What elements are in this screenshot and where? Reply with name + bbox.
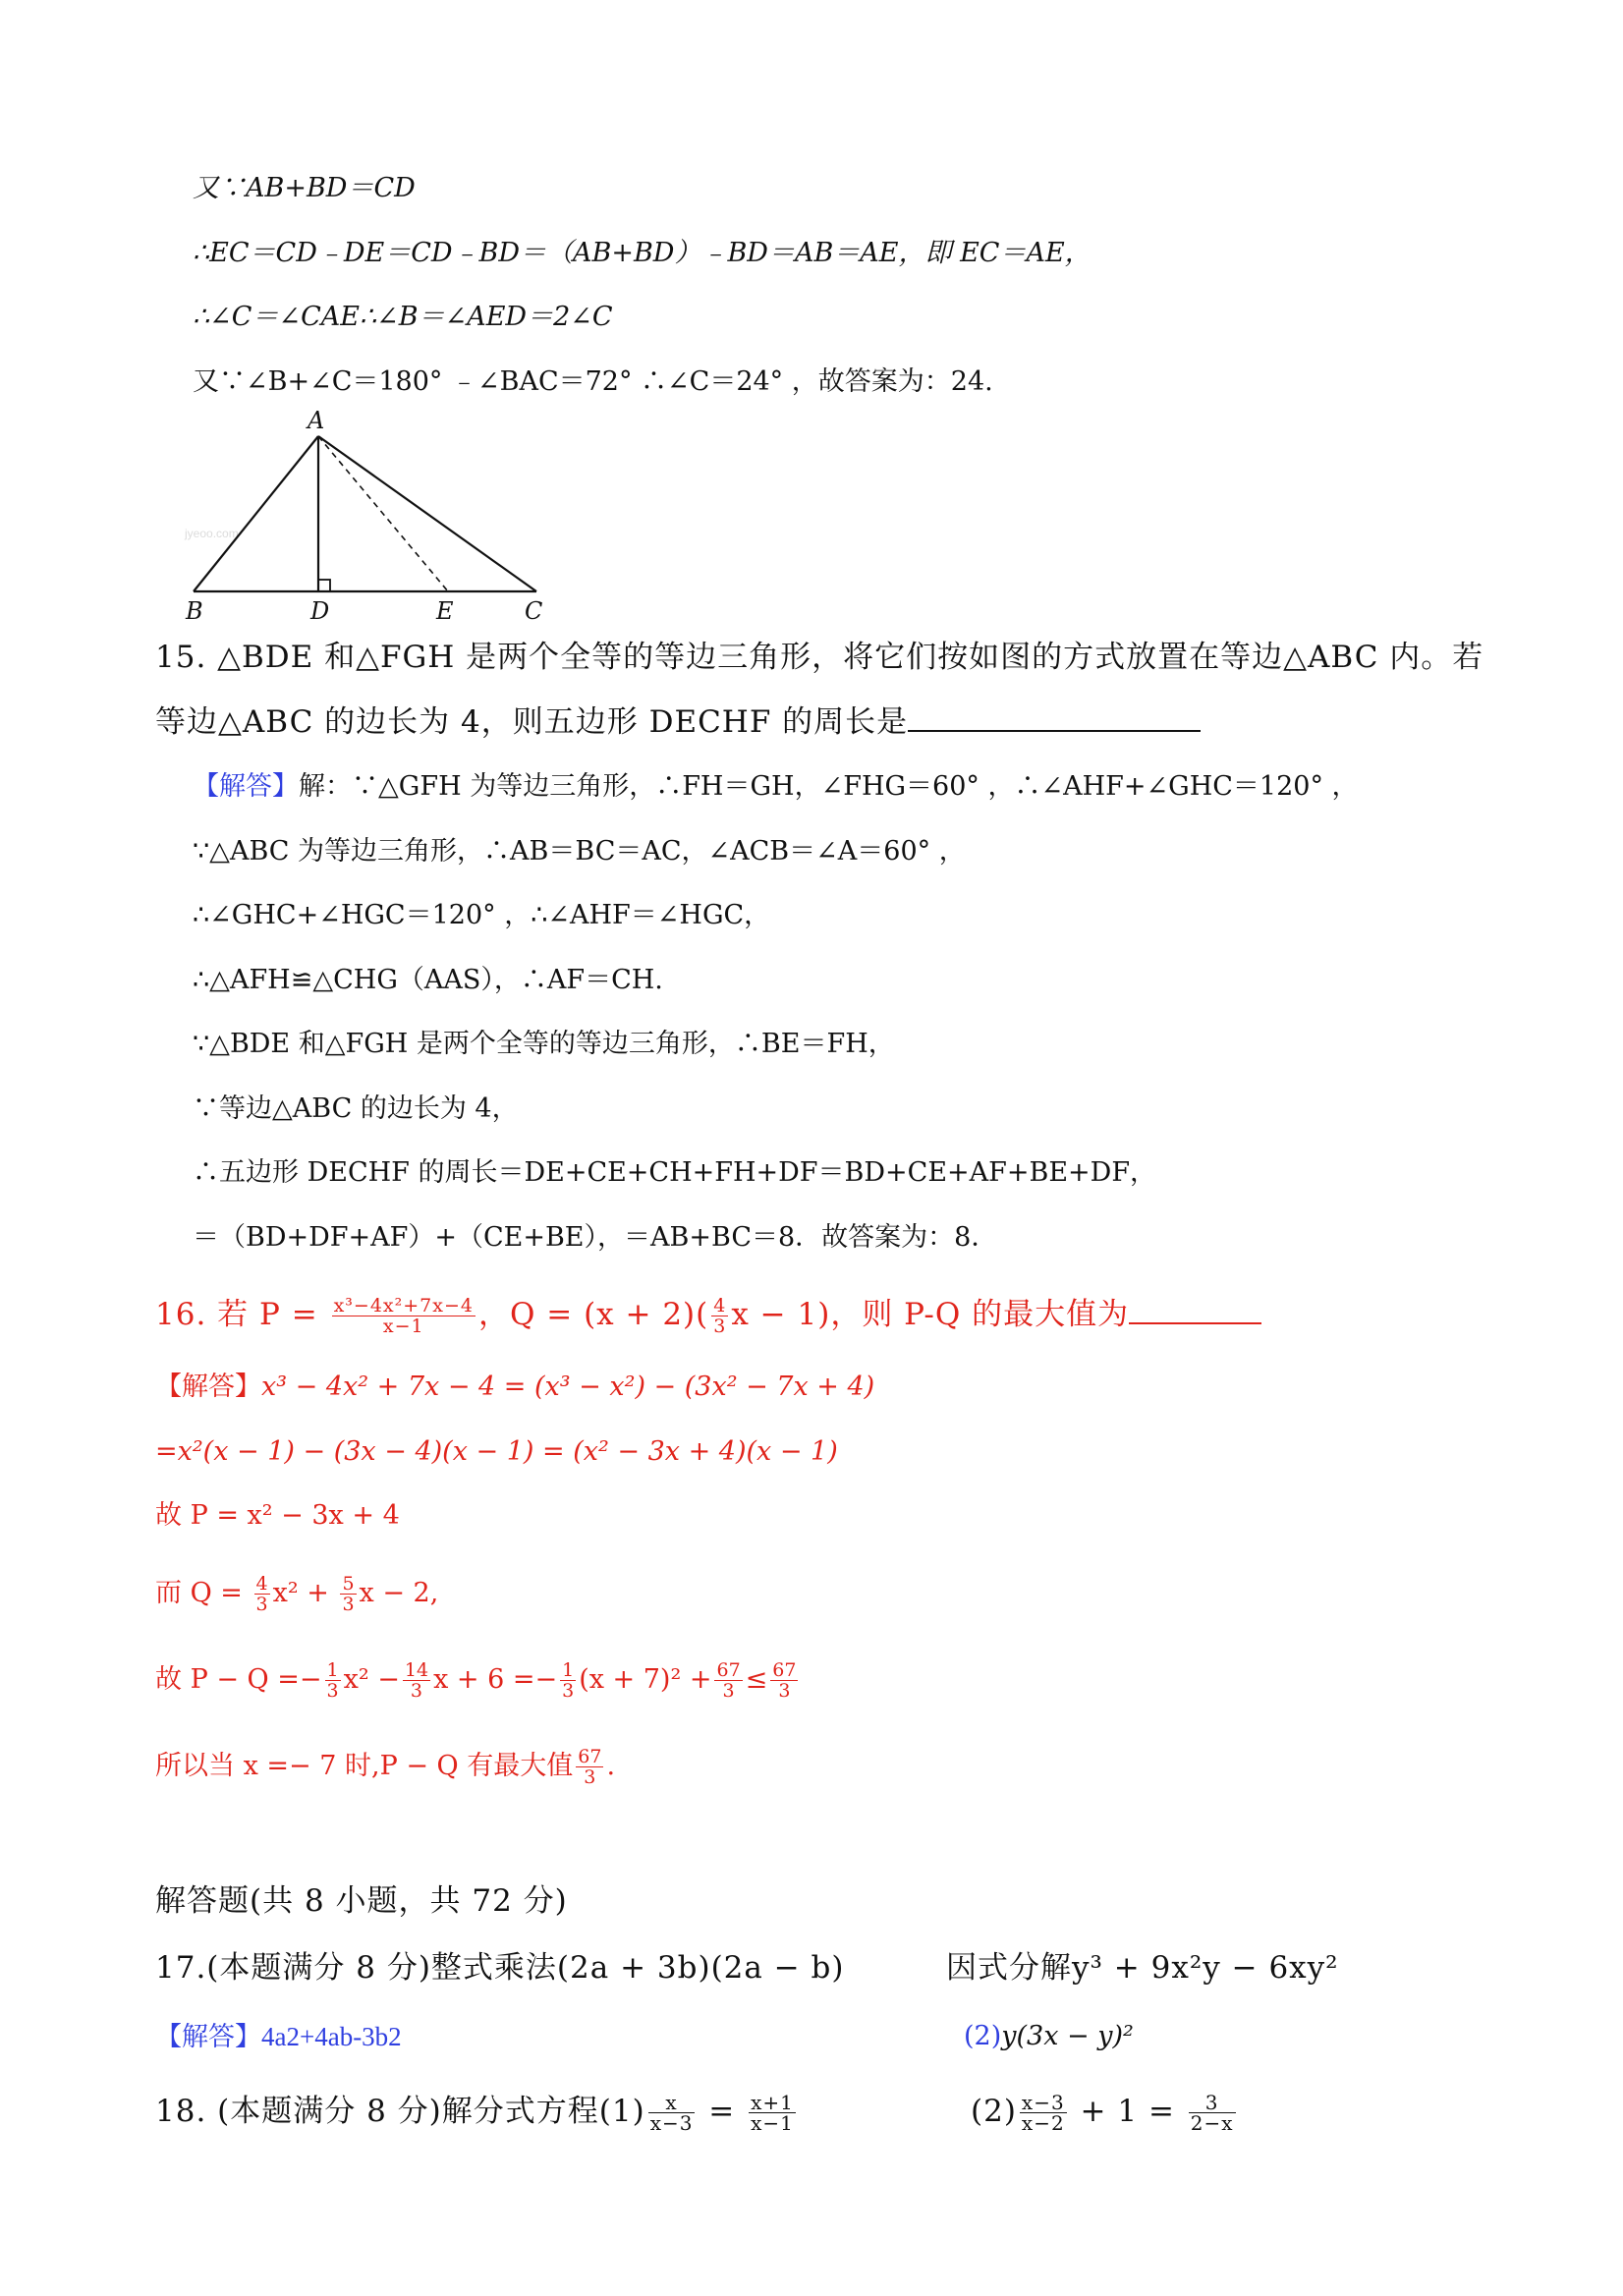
q16-s4-a: 而 Q = (155, 1578, 252, 1608)
q16-s5-frac-4-num: 67 (716, 1659, 741, 1681)
q15-solution-line-2: ∵△ABC 为等边三角形，∴AB＝BC＝AC，∠ACB＝∠A＝60° ， (193, 836, 966, 867)
q15-solution-line-7: ∴五边形 DECHF 的周长＝DE+CE+CH+FH+DF＝BD+CE+AF+BE+DF， (193, 1157, 1157, 1188)
q16-s5-frac-2-num: 14 (404, 1659, 429, 1681)
q18-frac-4-den: 2−x (1190, 2111, 1234, 2135)
prev-solution-line-2: ∴EC＝CD﹣DE＝CD﹣BD＝（AB+BD）﹣BD＝AB＝AE，即 EC＝AE， (193, 238, 1091, 268)
q17-left: 17.(本题满分 8 分)整式乘法(2a + 3b)(2a − b) (155, 1950, 845, 1986)
q18-right (971, 2093, 1239, 2133)
q16-solution-line-5 (155, 1660, 801, 1701)
q16-solution-line-4 (155, 1574, 438, 1614)
q18-left-text: 18. (本题满分 8 分)解分式方程(1) (155, 2094, 645, 2129)
q16-s5-frac-5 (770, 1660, 798, 1701)
prev-solution-line-3: ∴∠C＝∠CAE∴∠B＝∠AED＝2∠C (193, 302, 613, 332)
q16-solution-line-6 (155, 1747, 615, 1787)
q16-s5-frac-5-den: 3 (778, 1680, 791, 1702)
q17-answer-tag: 【解答】 (155, 2022, 261, 2052)
q16-q-numerator: 4 (713, 1295, 727, 1316)
q16-p-denominator: x−1 (382, 1316, 424, 1337)
q16-p-numerator: x³−4x²+7x−4 (333, 1295, 474, 1316)
q16-s5-c: x + 6 =− (433, 1664, 558, 1695)
q15-text-line-2-content: 等边△ABC 的边长为 4，则五边形 DECHF 的周长是 (155, 704, 909, 740)
q15-solution-tag: 【解答】 (193, 771, 299, 802)
q16-s5-b: x² − (343, 1664, 400, 1695)
q16-s5-frac-4-den: 3 (722, 1680, 735, 1702)
q16-s4-frac-1 (254, 1574, 270, 1614)
q15-text-line-1: 15. △BDE 和△FGH 是两个全等的等边三角形，将它们按如图的方式放置在等边△ABC 内。若 (155, 640, 1484, 675)
q16-s5-frac-5-num: 67 (772, 1659, 797, 1681)
q16-s5-frac-2-den: 3 (410, 1680, 423, 1702)
q17-answer-right (964, 2019, 1134, 2054)
q16-s5-a: 故 P − Q =− (155, 1664, 322, 1695)
q16-q-part-2: x − 1)，则 P-Q 的最大值为 (731, 1297, 1130, 1332)
q17-answer-right-value: y(3x − y)² (1001, 2021, 1134, 2051)
q16-s5-frac-1 (325, 1660, 341, 1701)
prev-solution-line-1: 又∵AB+BD＝CD (193, 173, 416, 203)
q16-s4-frac-1-den: 3 (255, 1594, 268, 1615)
q16-s4-frac-2-num: 5 (342, 1573, 355, 1595)
label-e: E (436, 597, 454, 623)
q16-s4-b: x² + (272, 1578, 338, 1608)
section-heading: 解答题(共 8 小题，共 72 分) (155, 1883, 568, 1919)
q16-s5-d: (x + 7)² + (579, 1664, 712, 1695)
q18-frac-4-num: 3 (1189, 2093, 1236, 2113)
figure-watermark: jyeoo.com (185, 527, 239, 540)
q18-frac-3 (1020, 2093, 1067, 2133)
q16-q-fraction (711, 1296, 728, 1336)
triangle-figure (177, 405, 570, 623)
q18-right-label: (2) (971, 2094, 1017, 2129)
q16-s5-frac-2 (403, 1660, 430, 1701)
right-angle-mark (318, 580, 330, 591)
q16-s6-b: . (606, 1751, 616, 1781)
q15-solution-line-5: ∵△BDE 和△FGH 是两个全等的等边三角形，∴BE＝FH， (193, 1029, 895, 1059)
q16-solution-line-3: 故 P = x² − 3x + 4 (155, 1500, 400, 1531)
prev-solution-line-4: 又∵∠B+∠C＝180° ﹣∠BAC＝72° ∴∠C＝24° ，故答案为：24. (193, 366, 993, 397)
q18-left (155, 2093, 799, 2133)
q16-s6-frac (576, 1747, 603, 1787)
label-a: A (308, 407, 325, 434)
q15-solution-line-4: ∴△AFH≌△CHG（AAS），∴AF＝CH. (193, 965, 663, 995)
q18-frac-3-den: x−2 (1021, 2111, 1065, 2135)
q15-solution-text-1: 解：∵△GFH 为等边三角形，∴FH＝GH，∠FHG＝60° ，∴∠AHF+∠GHC＝120° ， (299, 771, 1359, 802)
q18-frac-1-num: x (648, 2093, 696, 2113)
q16-answer-blank (1129, 1316, 1261, 1324)
q16-s4-frac-2 (340, 1574, 356, 1614)
q16-s4-c: x − 2, (359, 1578, 439, 1608)
side-ac (318, 436, 536, 591)
q17-answer-left-value: 4a2+4ab-3b2 (261, 2022, 402, 2051)
q16-s6-frac-num: 67 (578, 1746, 602, 1767)
q16-solution-line-2: =x²(x − 1) − (3x − 4)(x − 1) = (x² − 3x + 4)(x − 1) (155, 1436, 838, 1467)
q18-frac-2 (749, 2093, 796, 2133)
q18-frac-4 (1189, 2093, 1236, 2133)
q18-frac-1-den: x−3 (649, 2111, 694, 2135)
q15-solution-line-6: ∵等边△ABC 的边长为 4， (193, 1093, 519, 1124)
q17-right: 因式分解y³ + 9x²y − 6xy² (946, 1950, 1339, 1986)
q16-solution-tag: 【解答】 (155, 1372, 261, 1402)
q16-s6-frac-den: 3 (584, 1766, 596, 1788)
label-d: D (310, 597, 330, 623)
q16-s5-frac-1-den: 3 (326, 1680, 339, 1702)
q17-answer-left (155, 2019, 402, 2055)
q16-s5-frac-3-den: 3 (562, 1680, 575, 1702)
q16-s5-frac-3 (560, 1660, 576, 1701)
q18-frac-3-num: x−3 (1021, 2091, 1065, 2114)
q16-s4-frac-1-num: 4 (255, 1573, 268, 1595)
q16-s5-frac-4 (714, 1660, 742, 1701)
q16-question (155, 1296, 1261, 1336)
q18-eq: = (698, 2094, 747, 2129)
q16-s5-frac-3-num: 1 (562, 1659, 575, 1681)
q15-solution-line-8: ＝（BD+DF+AF）+（CE+BE），＝AB+BC＝8．故答案为：8． (193, 1222, 998, 1253)
side-ab (194, 436, 318, 591)
q16-q-denominator: 3 (713, 1316, 727, 1337)
q16-solution-line-1 (155, 1370, 874, 1405)
q16-p-fraction (332, 1296, 476, 1336)
label-c: C (525, 597, 543, 623)
label-b: B (186, 597, 203, 623)
q16-s4-frac-2-den: 3 (342, 1594, 355, 1615)
q17-answer-right-label: (2) (964, 2021, 1002, 2051)
q18-frac-2-num: x+1 (751, 2091, 794, 2114)
q15-text-line-2 (155, 704, 1201, 740)
q18-right-plus: + 1 = (1069, 2094, 1186, 2129)
q18-frac-1 (648, 2093, 696, 2133)
q16-prefix: 16. 若 P = (155, 1297, 329, 1332)
q16-s5-frac-1-num: 1 (326, 1659, 339, 1681)
q16-q-part-1: ，Q = (x + 2)( (477, 1297, 709, 1332)
q15-solution-line-1 (193, 769, 1359, 805)
q16-s6-a: 所以当 x =− 7 时,P − Q 有最大值 (155, 1751, 574, 1781)
q16-s5-e: ≤ (745, 1664, 768, 1695)
q15-solution-line-3: ∴∠GHC+∠HGC＝120° ，∴∠AHF＝∠HGC， (193, 900, 771, 930)
q18-frac-2-den: x−1 (751, 2111, 794, 2135)
q16-solution-text-1: x³ − 4x² + 7x − 4 = (x³ − x²) − (3x² − 7x + 4) (261, 1372, 875, 1402)
q15-answer-blank (908, 724, 1201, 732)
